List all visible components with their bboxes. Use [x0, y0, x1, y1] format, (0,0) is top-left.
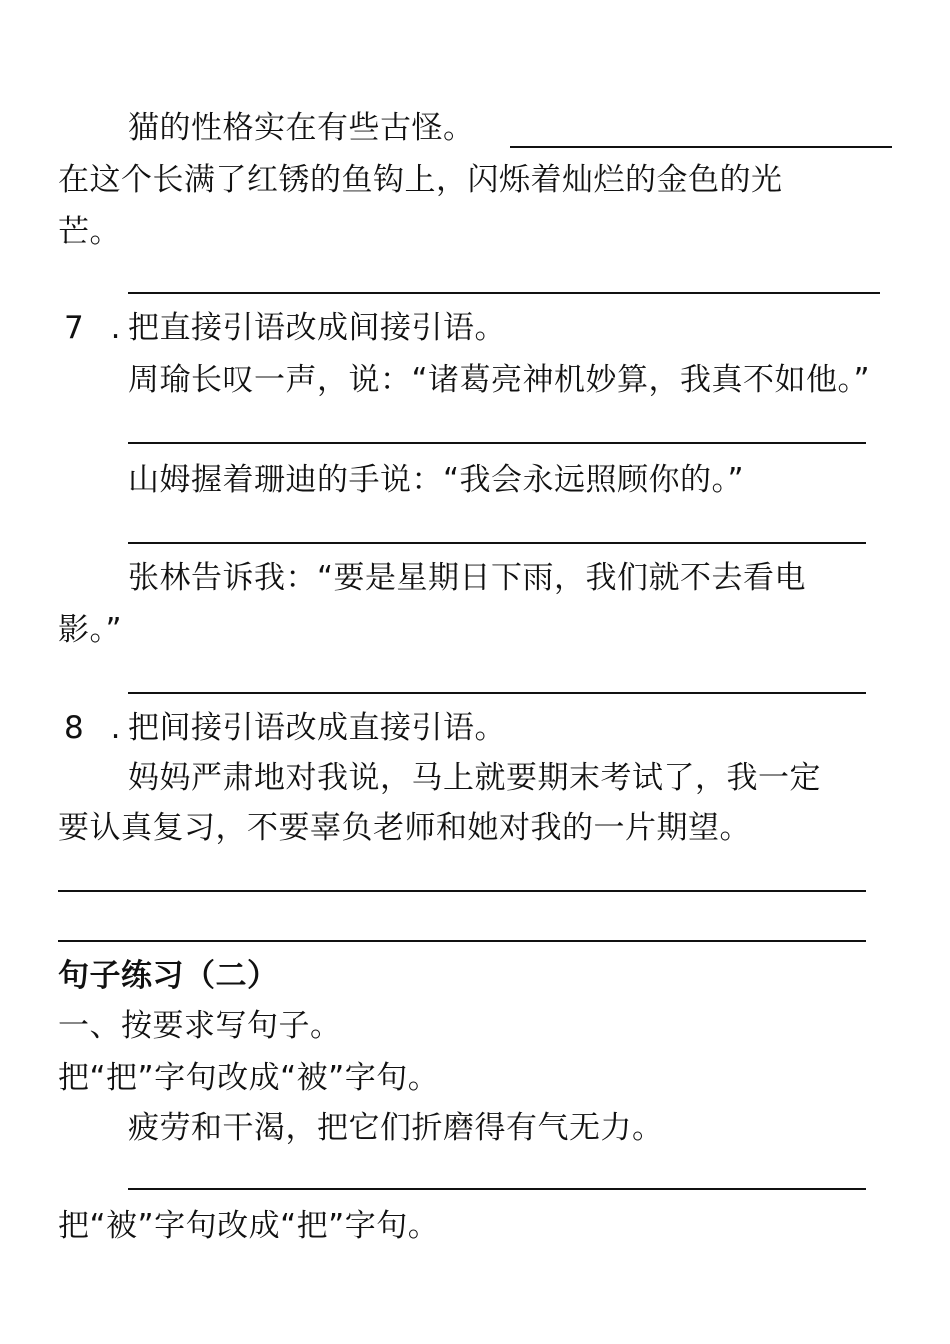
q7-sentence-2: 山姆握着珊迪的手说：“我会永远照顾你的。” [128, 462, 745, 498]
q7-sentence-3-line2: 影。” [58, 612, 123, 648]
answer-line[interactable] [128, 542, 866, 544]
q8-sentence-line1: 妈妈严肃地对我说，马上就要期末考试了，我一定 [128, 760, 821, 796]
fatigue-sentence: 疲劳和干渴，把它们折磨得有气无力。 [128, 1110, 664, 1146]
hook-sentence-line1: 在这个长满了红锈的鱼钩上，闪烁着灿烂的金色的光 [58, 162, 783, 198]
answer-line[interactable] [128, 442, 866, 444]
answer-line[interactable] [58, 890, 866, 892]
answer-line[interactable] [128, 692, 866, 694]
question-7-number: 7 . [64, 310, 121, 346]
question-8-title: 把间接引语改成直接引语。 [128, 710, 506, 746]
q7-sentence-1: 周瑜长叹一声，说：“诸葛亮神机妙算，我真不如他。” [128, 362, 871, 398]
answer-line[interactable] [58, 940, 866, 942]
q8-sentence-line2: 要认真复习，不要辜负老师和她对我的一片期望。 [58, 810, 751, 846]
question-7-title: 把直接引语改成间接引语。 [128, 310, 506, 346]
q7-sentence-3-line1: 张林告诉我：“要是星期日下雨，我们就不去看电 [128, 560, 807, 596]
section-title: 句子练习（二） [58, 958, 279, 994]
answer-line[interactable] [128, 292, 880, 294]
answer-line[interactable] [510, 146, 892, 148]
cat-sentence: 猫的性格实在有些古怪。 [128, 110, 475, 146]
question-8-number: 8 . [64, 710, 121, 746]
part-1-title: 一、按要求写句子。 [58, 1008, 342, 1044]
instruction-ba-to-bei: 把“把”字句改成“被”字句。 [58, 1060, 440, 1096]
answer-line[interactable] [128, 1188, 866, 1190]
instruction-bei-to-ba: 把“被”字句改成“把”字句。 [58, 1208, 440, 1244]
hook-sentence-line2: 芒。 [58, 214, 121, 250]
